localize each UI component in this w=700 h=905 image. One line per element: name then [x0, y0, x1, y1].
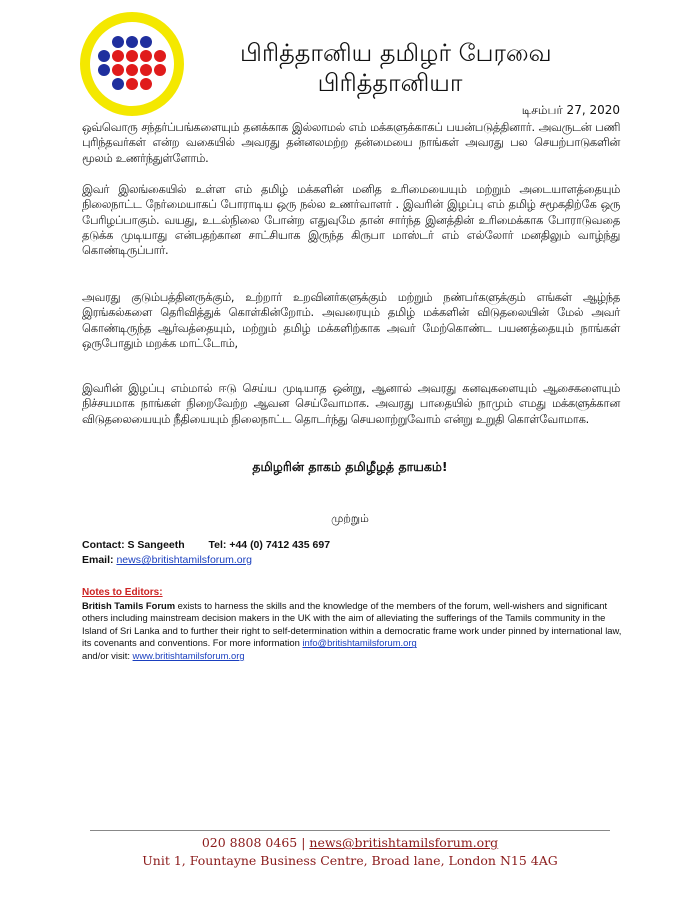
- body-paragraph-4: இவரின் இழப்பு எம்மால் ஈடு செய்ய முடியாத ஒன்று, ஆனால் அவரது கனவுகளையும் ஆசைகளையும் நிச்சயமாக நாங்கள் நிறைவேற்ற ஆவன செய்வோமாக. அவரது பாதையில் நாமும் எமது மக்களுக்கான விடுதலையையும் நீதியையும் நிலைநாட்ட தொடர்ந்து செயலாற்றுவோம் என்று உறுதி கொள்வோமாக.: [82, 382, 620, 426]
- footer-contact-line: [0, 835, 700, 850]
- logo-dot: [112, 64, 124, 76]
- logo-dot: [112, 50, 124, 62]
- contact-tel: Tel: +44 (0) 7412 435 697: [208, 539, 331, 551]
- footer-phone: 020 8808 0465 |: [201, 835, 310, 850]
- logo-dot: [98, 50, 110, 62]
- logo-dot: [112, 78, 124, 90]
- btf-logo: [80, 12, 184, 116]
- contact-block: [82, 538, 330, 568]
- logo-dot: [140, 36, 152, 48]
- notes-website-link[interactable]: www.britishtamilsforum.org: [132, 649, 245, 661]
- notes-org-name: British Tamils Forum: [82, 599, 176, 611]
- logo-dot: [126, 50, 138, 62]
- slogan: தமிழரின் தாகம் தமிழீழத் தாயகம்!: [252, 459, 448, 474]
- body-paragraph-2: இவர் இலங்கையில் உள்ள எம் தமிழ் மக்களின் மனித உரிமையையும் மற்றும் அடையாளத்தையும் நிலைநாட்ட நேர்மையாகப் போராடிய ஒரு நல்ல உணர்வாளர் . இவரின் இழப்பு எம் தமிழ் சமூகதிற்கே ஒரு பேரிழப்பாகும். வயது, உடல்நிலை போன்ற எதுவுமே தான் சார்ந்த இனத்தின் உரிமைக்காக போராடுவதை தடுக்க முடியாது என்பதற்கான சாட்சியாக இருந்த கிருபா மாஸ்டர் எம் எல்லோர் மனதிலும் வாழ்ந்து கொண்டிருப்பார்.: [82, 183, 620, 258]
- press-release-date: டிசம்பர் 27, 2020: [521, 103, 620, 117]
- footer-divider: [90, 830, 610, 831]
- contact-name: Contact: S Sangeeth: [82, 539, 185, 551]
- logo-dot: [112, 36, 124, 48]
- logo-dot: [98, 64, 110, 76]
- footer-email-link[interactable]: news@britishtamilsforum.org: [309, 835, 499, 850]
- body-paragraph-3: அவரது குடும்பத்தினருக்கும், உற்றார் உறவினர்களுக்கும் மற்றும் நண்பர்களுக்கும் எங்கள் ஆழ்ந்த இரங்கல்களை தெரிவித்துக் கொள்கின்றோம். அவரையும் தமிழ் மக்களின் விடுதலையின் மேல் அவர் கொண்டிருந்த ஆர்வத்தையும், மற்றும் தமிழ் மக்களிற்காக அவர் மேற்கொண்ட பயணத்தையும் நாங்கள் ஒருபோதும் மறக்க மாட்டோம்,: [82, 291, 620, 350]
- logo-dot: [126, 78, 138, 90]
- notes-visit-text: and/or visit:: [82, 649, 133, 661]
- logo-dot: [126, 64, 138, 76]
- logo-dot: [154, 64, 166, 76]
- notes-text: exists to harness the skills and the knowledge of the members of the forum, well-wishers and significant others including mainstream decision makers in the UK with the aim of alleviating the sufferings of the Tamils community in the Island of Sri Lanka and to further their right to self-determination within a democratic frame work under pinned by international law, its covenants and conventions. For more information: [82, 599, 622, 649]
- contact-email-link[interactable]: news@britishtamilsforum.org: [116, 554, 252, 566]
- logo-dot: [154, 50, 166, 62]
- footer-address: Unit 1, Fountayne Business Centre, Broad lane, London N15 4AG: [142, 853, 558, 868]
- logo-dot: [140, 78, 152, 90]
- contact-email-label: Email:: [82, 554, 114, 566]
- title-line-1: பிரித்தானிய தமிழர் பேரவை: [240, 39, 552, 67]
- notes-info-email-link[interactable]: info@britishtamilsforum.org: [302, 637, 417, 649]
- signoff: முற்றும்: [331, 512, 369, 525]
- logo-dot: [140, 50, 152, 62]
- organisation-title: [240, 38, 552, 98]
- logo-dot: [140, 64, 152, 76]
- notes-to-editors: [82, 587, 624, 663]
- title-line-2: பிரித்தானியா: [317, 69, 463, 97]
- logo-dot: [126, 36, 138, 48]
- body-paragraph-1: ஒவ்வொரு சந்தர்ப்பங்களையும் தனக்காக இல்லாமல் எம் மக்களுக்காகப் பயன்படுத்தினார். அவருடன் பணி புரிந்தவர்கள் என்ற வகையில் அவரது தன்னலமற்ற தன்மையை நாங்கள் அவரது பல செயற்பாடுகளின் மூலம் உணர்ந்துள்ளோம்.: [82, 121, 620, 165]
- notes-heading: Notes to Editors:: [82, 587, 163, 598]
